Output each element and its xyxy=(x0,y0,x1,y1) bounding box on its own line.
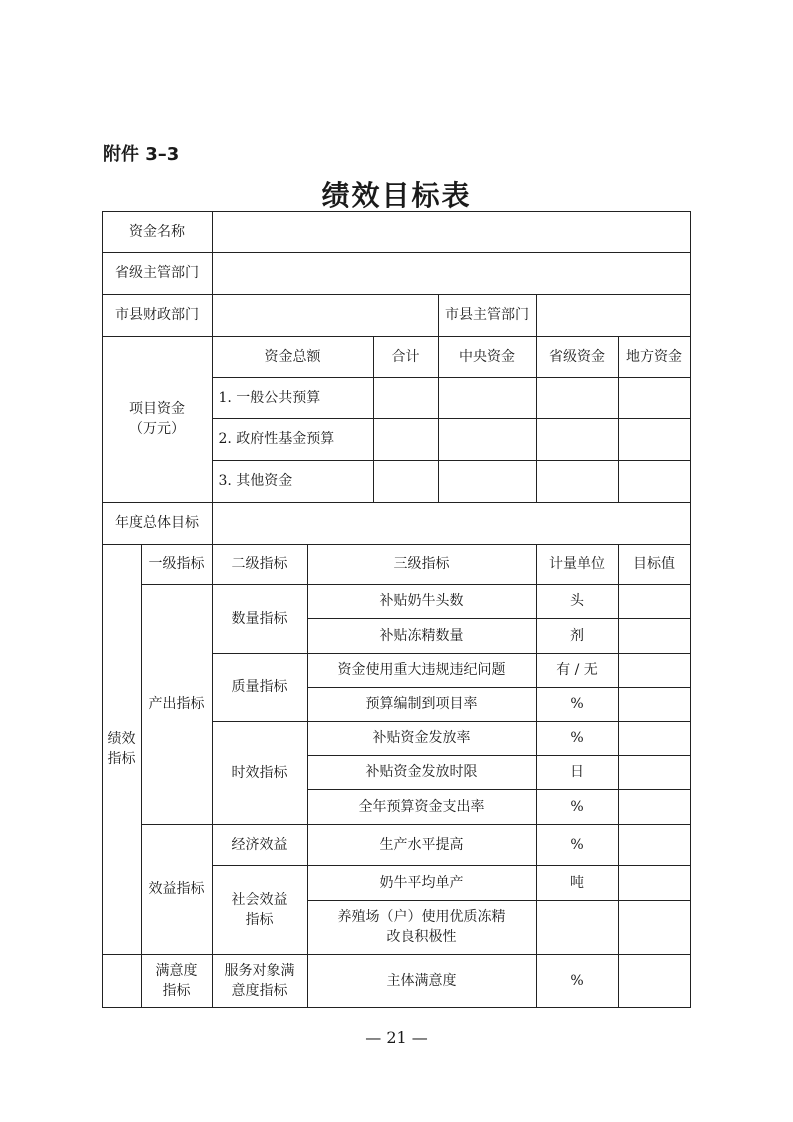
header-level2: 二级指标 xyxy=(212,544,308,585)
indicator-name: 资金使用重大违规违纪问题 xyxy=(307,653,537,688)
indicator-unit: 日 xyxy=(536,755,619,790)
indicator-name: 养殖场（户）使用优质冻精 改良积极性 xyxy=(307,900,537,955)
fund-header-central: 中央资金 xyxy=(438,336,537,378)
satisfaction-indicator-label: 满意度 指标 xyxy=(141,954,213,1008)
fund-cell[interactable] xyxy=(373,418,439,461)
indicator-name: 补贴奶牛头数 xyxy=(307,584,537,619)
fund-row-name: 2. 政府性基金预算 xyxy=(212,418,374,461)
indicator-target[interactable] xyxy=(618,687,691,722)
page-number: — 21 — xyxy=(365,1028,428,1047)
indicator-target[interactable] xyxy=(618,824,691,866)
fund-row-name: 1. 一般公共预算 xyxy=(212,377,374,419)
attachment-label: 附件 3–3 xyxy=(103,144,180,165)
indicator-target[interactable] xyxy=(618,954,691,1008)
indicator-name: 生产水平提高 xyxy=(307,824,537,866)
header-level3: 三级指标 xyxy=(307,544,537,585)
quantity-indicator-label: 数量指标 xyxy=(212,584,308,654)
indicator-target[interactable] xyxy=(618,900,691,955)
header-target: 目标值 xyxy=(618,544,691,585)
indicator-unit: % xyxy=(536,954,619,1008)
fund-header-local: 地方资金 xyxy=(618,336,691,378)
city-dept-label: 市县主管部门 xyxy=(438,294,537,337)
indicator-unit xyxy=(536,900,619,955)
indicator-name: 补贴资金发放时限 xyxy=(307,755,537,790)
fund-header-total: 资金总额 xyxy=(212,336,374,378)
timeliness-indicator-label: 时效指标 xyxy=(212,721,308,825)
fund-cell[interactable] xyxy=(536,460,619,503)
quality-indicator-label: 质量指标 xyxy=(212,653,308,722)
indicator-unit: % xyxy=(536,687,619,722)
fund-cell[interactable] xyxy=(618,377,691,419)
city-finance-label: 市县财政部门 xyxy=(102,294,213,337)
fund-header-sum: 合计 xyxy=(373,336,439,378)
fund-header-provincial: 省级资金 xyxy=(536,336,619,378)
indicator-name: 预算编制到项目率 xyxy=(307,687,537,722)
fund-cell[interactable] xyxy=(438,377,537,419)
header-unit: 计量单位 xyxy=(536,544,619,585)
indicator-unit: 有 / 无 xyxy=(536,653,619,688)
provincial-dept-field[interactable] xyxy=(212,252,691,295)
fund-name-label: 资金名称 xyxy=(102,211,213,253)
indicator-target[interactable] xyxy=(618,721,691,756)
performance-label-continued xyxy=(102,954,142,1008)
performance-label: 绩效 指标 xyxy=(102,544,142,955)
indicator-unit: 头 xyxy=(536,584,619,619)
indicator-target[interactable] xyxy=(618,584,691,619)
fund-cell[interactable] xyxy=(618,460,691,503)
indicator-unit: % xyxy=(536,824,619,866)
indicator-name: 奶牛平均单产 xyxy=(307,865,537,901)
page-title: 绩效目标表 xyxy=(321,179,472,212)
fund-cell[interactable] xyxy=(536,418,619,461)
economic-benefit-label: 经济效益 xyxy=(212,824,308,866)
service-satisfaction-label: 服务对象满 意度指标 xyxy=(212,954,308,1008)
fund-cell[interactable] xyxy=(373,377,439,419)
indicator-target[interactable] xyxy=(618,865,691,901)
fund-cell[interactable] xyxy=(536,377,619,419)
indicator-unit: 剂 xyxy=(536,618,619,654)
indicator-target[interactable] xyxy=(618,789,691,825)
annual-goal-field[interactable] xyxy=(212,502,691,545)
project-fund-label: 项目资金 （万元） xyxy=(102,336,213,503)
indicator-unit: % xyxy=(536,721,619,756)
benefit-indicator-label: 效益指标 xyxy=(141,824,213,955)
social-benefit-label: 社会效益 指标 xyxy=(212,865,308,955)
annual-goal-label: 年度总体目标 xyxy=(102,502,213,545)
indicator-name: 补贴冻精数量 xyxy=(307,618,537,654)
fund-cell[interactable] xyxy=(438,460,537,503)
fund-name-field[interactable] xyxy=(212,211,691,253)
output-indicator-label: 产出指标 xyxy=(141,584,213,825)
indicator-target[interactable] xyxy=(618,653,691,688)
indicator-target[interactable] xyxy=(618,755,691,790)
fund-cell[interactable] xyxy=(438,418,537,461)
provincial-dept-label: 省级主管部门 xyxy=(102,252,213,295)
indicator-name: 主体满意度 xyxy=(307,954,537,1008)
indicator-name: 全年预算资金支出率 xyxy=(307,789,537,825)
city-finance-field[interactable] xyxy=(212,294,439,337)
indicator-unit: % xyxy=(536,789,619,825)
indicator-unit: 吨 xyxy=(536,865,619,901)
header-level1: 一级指标 xyxy=(141,544,213,585)
indicator-name: 补贴资金发放率 xyxy=(307,721,537,756)
fund-cell[interactable] xyxy=(373,460,439,503)
indicator-target[interactable] xyxy=(618,618,691,654)
fund-cell[interactable] xyxy=(618,418,691,461)
fund-row-name: 3. 其他资金 xyxy=(212,460,374,503)
city-dept-field[interactable] xyxy=(536,294,691,337)
